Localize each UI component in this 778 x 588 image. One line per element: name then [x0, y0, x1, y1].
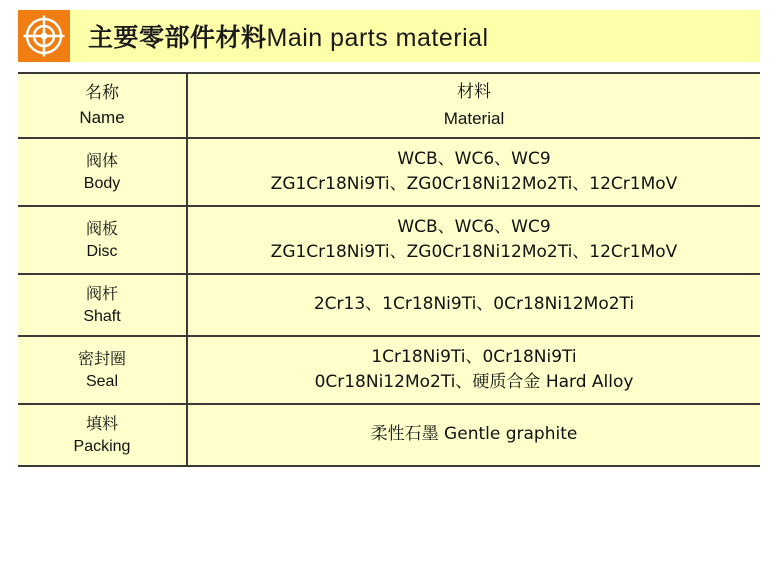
row-name-en: Disc	[86, 243, 118, 260]
column-header-material	[187, 73, 760, 138]
row-material-cell	[187, 404, 760, 466]
target-emblem-icon	[18, 10, 70, 62]
page-title-en: Main parts material	[266, 24, 489, 52]
table-row	[18, 138, 760, 206]
row-material-line: 2Cr13、1Cr18Ni9Ti、0Cr18Ni12Mo2Ti	[313, 294, 635, 315]
row-name-cn: 密封圈	[77, 348, 126, 368]
row-material-cell	[187, 336, 760, 404]
column-header-name-cn: 名称	[85, 82, 119, 103]
row-name-cell	[18, 274, 187, 336]
row-name-cn: 阀杆	[85, 283, 118, 303]
table-header-row	[18, 73, 760, 138]
row-material-line: WCB、WC6、WC9	[397, 148, 551, 169]
row-material-line: WCB、WC6、WC9	[397, 216, 551, 237]
row-material-line: ZG1Cr18Ni9Ti、ZG0Cr18Ni12Mo2Ti、12Cr1MoV	[270, 242, 678, 262]
table-row	[18, 404, 760, 466]
row-material-line: 柔性石墨 Gentle graphite	[370, 424, 578, 445]
column-header-material-en: Material	[443, 108, 505, 128]
row-name-cn: 填料	[85, 413, 118, 433]
table-row	[18, 206, 760, 274]
column-header-name	[18, 73, 187, 138]
table-row	[18, 274, 760, 336]
row-name-cell	[18, 206, 187, 274]
row-material-line: 0Cr18Ni12Mo2Ti、硬质合金 Hard Alloy	[314, 372, 634, 392]
row-material-line: ZG1Cr18Ni9Ti、ZG0Cr18Ni12Mo2Ti、12Cr1MoV	[270, 174, 678, 194]
row-name-en: Packing	[73, 438, 131, 455]
row-material-cell	[187, 274, 760, 336]
row-name-cell	[18, 138, 187, 206]
row-name-cn: 阀体	[85, 150, 118, 170]
row-name-en: Shaft	[83, 308, 121, 325]
row-name-cn: 阀板	[85, 218, 118, 238]
row-name-en: Body	[83, 175, 121, 192]
table-row	[18, 336, 760, 404]
page-title	[88, 18, 489, 54]
row-name-en: Seal	[85, 373, 119, 390]
row-name-cell	[18, 404, 187, 466]
row-material-cell	[187, 206, 760, 274]
main-parts-material-table	[18, 72, 760, 467]
row-name-cell	[18, 336, 187, 404]
column-header-material-cn: 材料	[457, 82, 491, 102]
page-title-cn: 主要零部件材料	[88, 23, 267, 52]
column-header-name-en: Name	[79, 107, 125, 127]
row-material-cell	[187, 138, 760, 206]
slide-header	[18, 10, 760, 62]
row-material-line: 1Cr18Ni9Ti、0Cr18Ni9Ti	[371, 346, 577, 367]
